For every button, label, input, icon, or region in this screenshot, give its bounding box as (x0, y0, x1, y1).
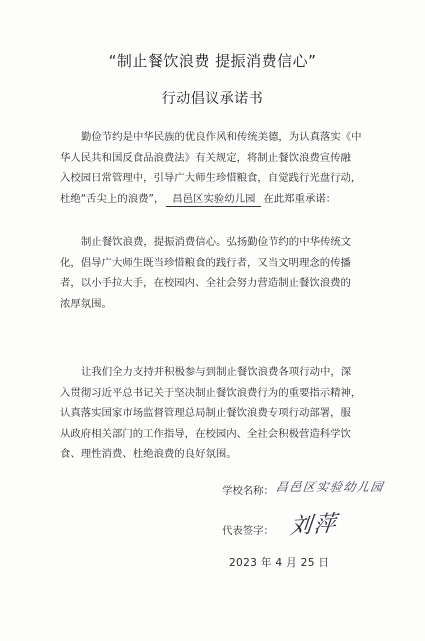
paragraph-line: 入贯彻习近平总书记关于坚决制止餐饮浪费行为的重要指示精神， (60, 386, 362, 399)
paragraph-intro (60, 127, 378, 209)
paragraph-line: 化，倡导广大师生既当珍惜粮食的践行者，又当文明理念的传播 (60, 256, 351, 269)
handwritten-signature: 刘萍 (288, 511, 340, 540)
document-title: “制止餐饮浪费 提振消费信心” (108, 52, 317, 70)
paragraph-line: 入校园日常管理中，引导广大师生珍惜粮食，自觉践行光盘行动， (60, 172, 362, 184)
paragraph-line: 制止餐饮浪费，提振消费信心。弘扬勤俭节约的中华传统文 (81, 236, 352, 248)
paragraph-text: 杜绝“舌尖上的浪费”， (60, 192, 165, 205)
document-date: 2023 年 4 月 25 日 (229, 557, 330, 569)
paragraph-pledge (60, 232, 378, 314)
paragraph-line: 浓厚氛围。 (60, 297, 112, 310)
document-subtitle: 行动倡议承诺书 (161, 91, 264, 107)
paragraph-line: 从政府相关部门的工作指导，在校园内、全社会积极营造科学饮 (60, 427, 351, 440)
representative-signature-label: 代表签字： (222, 525, 274, 537)
school-name-field: 昌邑区实验幼儿园 (166, 192, 261, 207)
paragraph-line (60, 189, 378, 210)
paragraph-line: 食、理性消费、杜绝浪费的良好氛围。 (60, 448, 237, 460)
paragraph-line: 华人民共和国反食品浪费法》有关规定，将制止餐饮浪费宣传融 (60, 151, 351, 164)
paragraph-text: 在此郑重承诺： (263, 192, 337, 205)
paragraph-call-to-action (60, 362, 378, 465)
paragraph-line: 让我们全力支持并积极参与到制止餐饮浪费各项行动中，深 (81, 366, 352, 378)
paragraph-line: 认真落实国家市场监督管理总局制止餐饮浪费专项行动部署，服 (60, 407, 351, 419)
school-name-label: 学校名称： (222, 485, 274, 497)
paragraph-line: 勤俭节约是中华民族的优良作风和传统美德，为认真落实《中 (81, 131, 362, 143)
paragraph-line: 者，以小手拉大手，在校园内、全社会努力营造制止餐饮浪费的 (60, 277, 351, 289)
handwritten-school-name: 昌邑区实验幼儿园 (274, 480, 385, 494)
